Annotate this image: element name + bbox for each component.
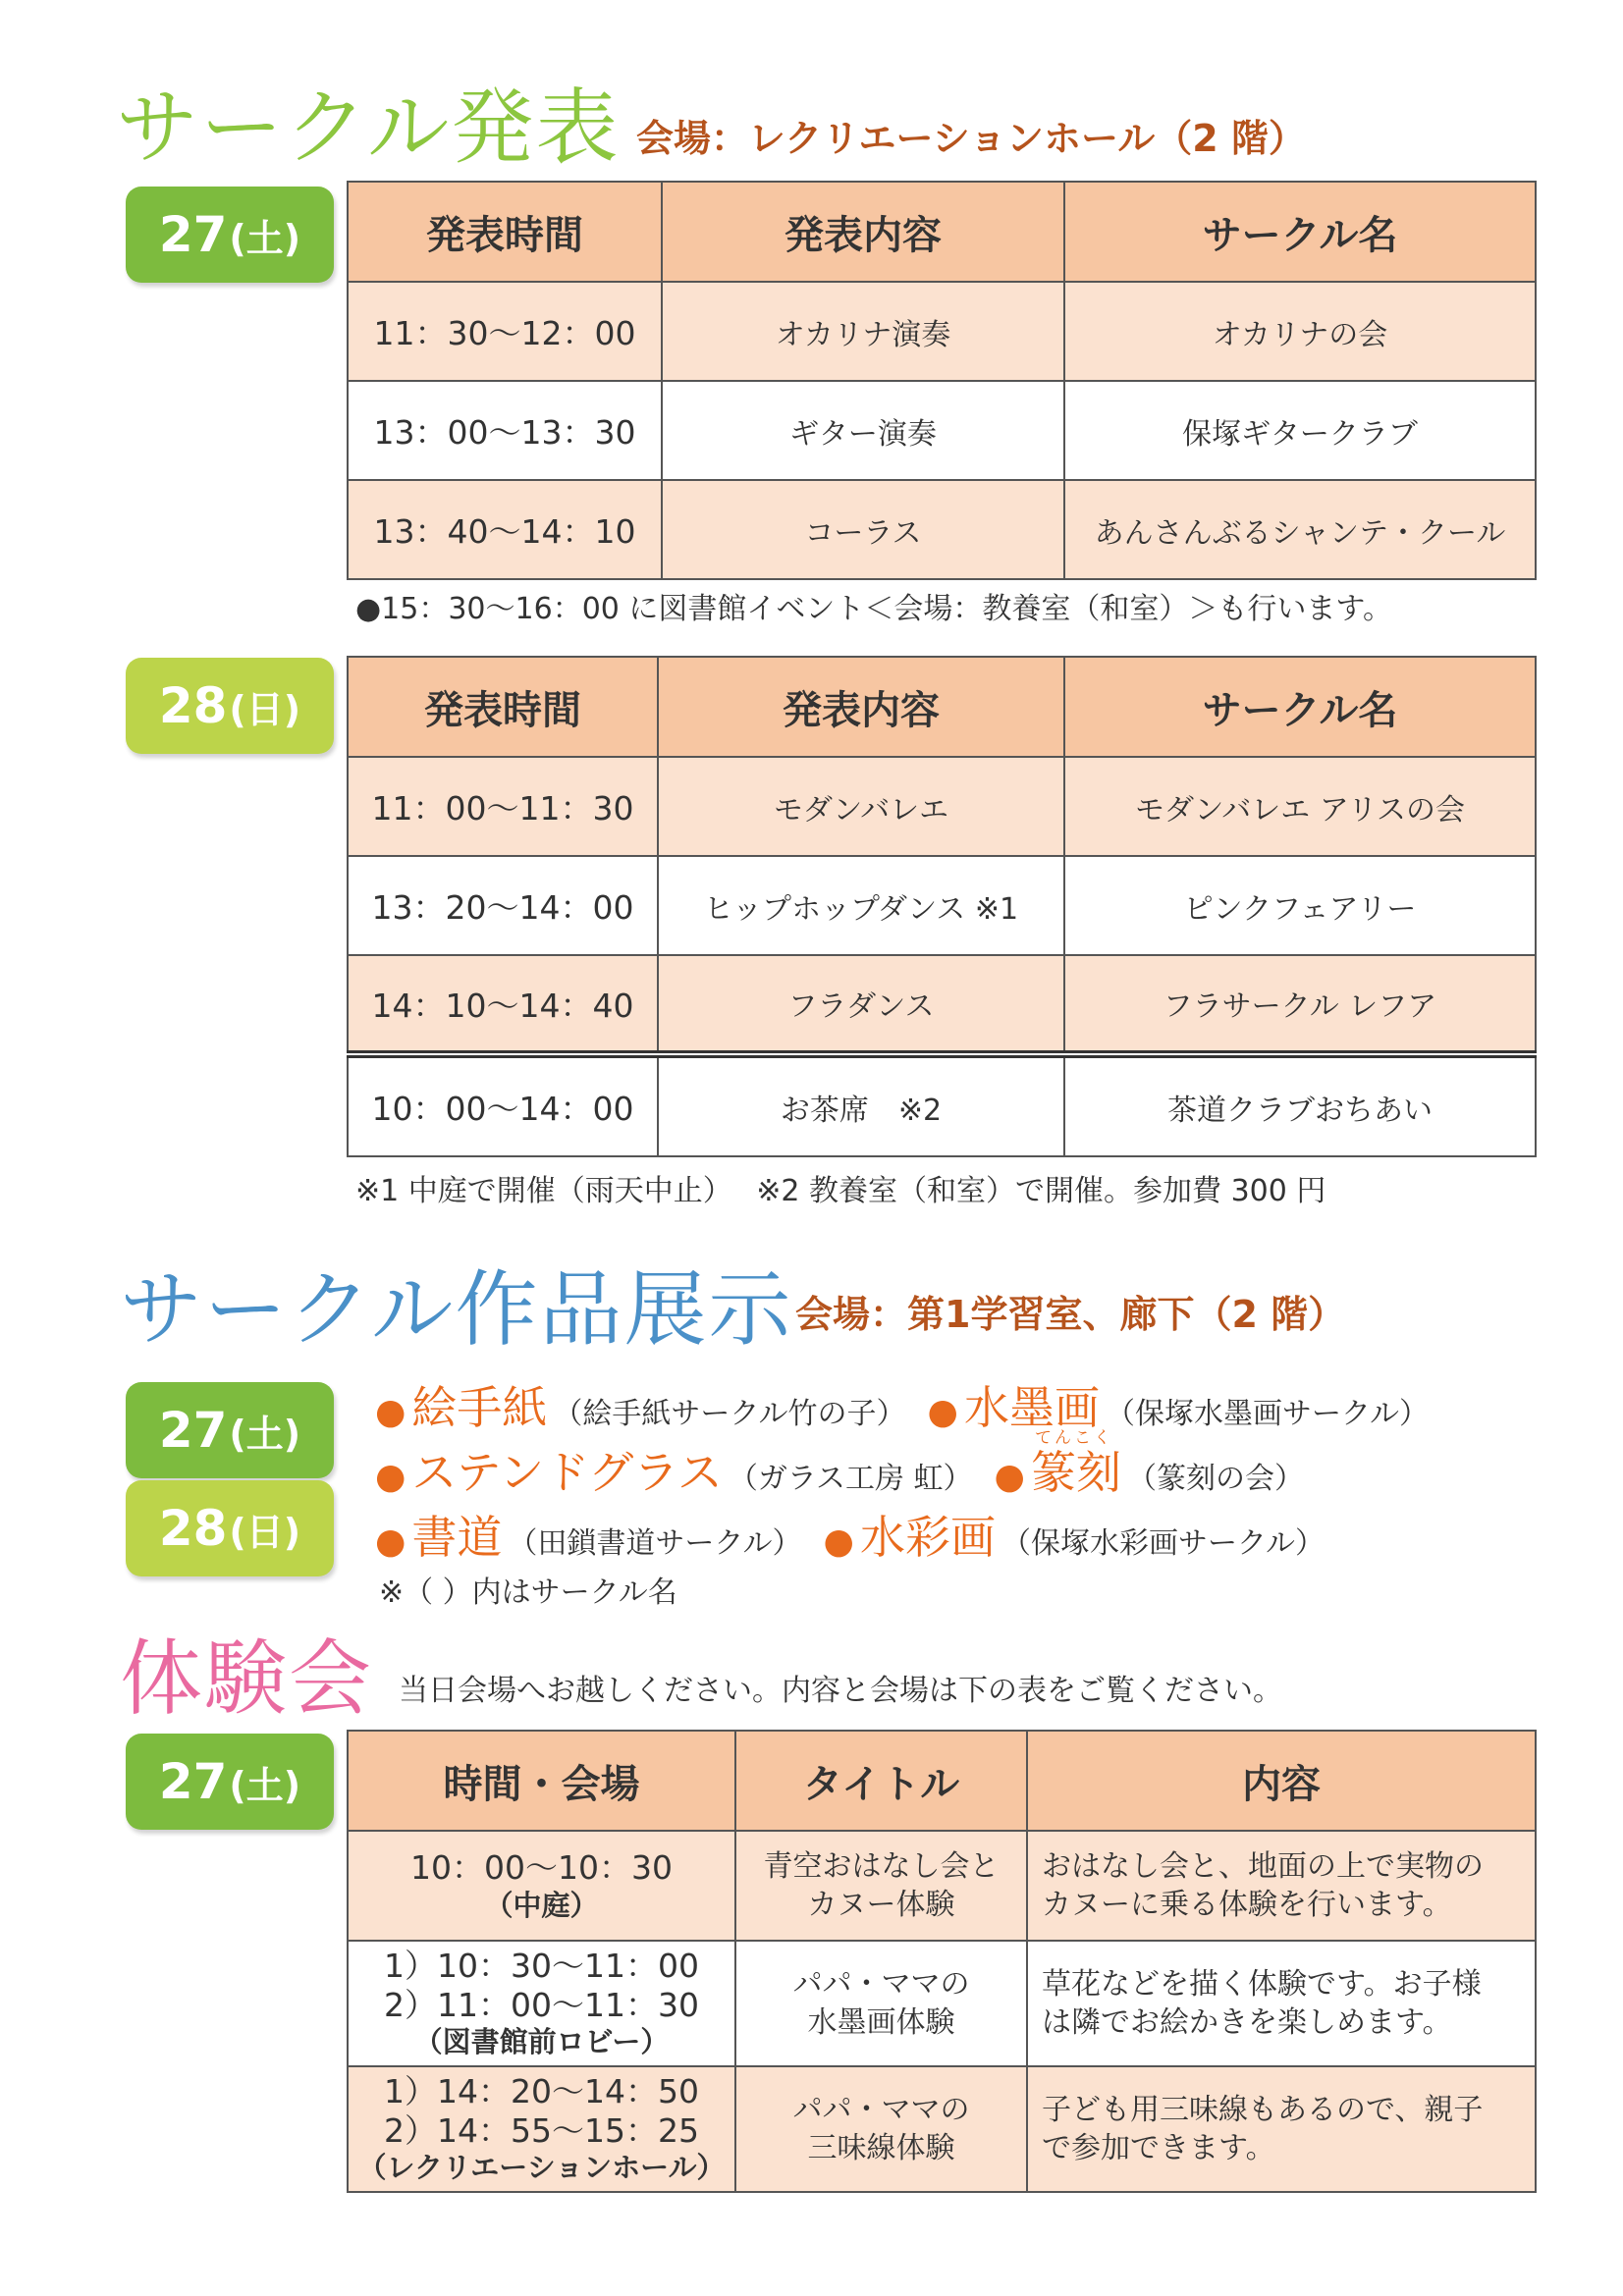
experience-title: 体験会 <box>120 1630 374 1727</box>
row-circle: 保塚ギタークラブ <box>1064 381 1536 480</box>
row-time: 13：00〜13：30 <box>348 381 662 480</box>
table-row <box>348 1054 1536 1156</box>
table-row <box>348 955 1536 1054</box>
bullet-icon: ● <box>375 1457 406 1497</box>
exhibit-circle: （保塚水彩画サークル） <box>1001 1526 1325 1561</box>
day-badge-num: 28 <box>158 677 228 734</box>
row-time-place <box>348 1831 735 1941</box>
bullet-icon: ● <box>994 1457 1025 1497</box>
table-row <box>348 2066 1536 2192</box>
table-row <box>348 757 1536 856</box>
exhibit-circle: （絵手紙サークル竹の子） <box>553 1397 906 1431</box>
row-title-line: 三味線体験 <box>807 2131 955 2165</box>
presentation-note-27: ●15：30〜16：00 に図書館イベント＜会場：教養室（和室）＞も行います。 <box>355 592 1393 626</box>
exhibit-line-2 <box>375 1437 1304 1502</box>
header-circle: サークル名 <box>1064 657 1536 757</box>
table-row <box>348 282 1536 381</box>
presentation-table-27 <box>347 181 1537 580</box>
presentation-title: サークル発表 <box>116 80 621 176</box>
row-title-line: パパ・ママの <box>792 1967 970 2002</box>
row-circle: オカリナの会 <box>1064 282 1536 381</box>
experience-table <box>347 1730 1537 2193</box>
row-title-line: パパ・ママの <box>792 2093 970 2127</box>
table-row <box>348 856 1536 955</box>
row-title-line: 水墨画体験 <box>807 2005 955 2040</box>
row-description <box>1027 1941 1536 2066</box>
day-badge-28 <box>126 1480 334 1576</box>
bullet-icon: ● <box>375 1392 406 1432</box>
exhibit-name: 水彩画 <box>859 1511 996 1564</box>
table-row <box>348 1941 1536 2066</box>
row-title <box>735 1831 1027 1941</box>
row-time: 11：00〜11：30 <box>348 757 658 856</box>
experience-intro: 当日会場へお越しください。内容と会場は下の表をご覧ください。 <box>399 1674 1282 1708</box>
row-desc-line: は隣でお絵かきを楽しめます。 <box>1042 2005 1452 2040</box>
header-time: 発表時間 <box>348 657 658 757</box>
row-place: （図書館前ロビー） <box>413 2025 670 2059</box>
row-place: （中庭） <box>484 1888 599 1922</box>
exhibit-name: ステンドグラス <box>411 1446 723 1499</box>
header-content: 発表内容 <box>658 657 1064 757</box>
row-title <box>735 2066 1027 2192</box>
row-time: 10：00〜14：00 <box>348 1054 658 1156</box>
exhibition-note: ※（ ）内はサークル名 <box>379 1575 677 1610</box>
row-circle: モダンバレエ アリスの会 <box>1064 757 1536 856</box>
exhibit-name: 絵手紙 <box>411 1381 548 1434</box>
header-circle: サークル名 <box>1064 182 1536 282</box>
row-content: コーラス <box>662 480 1064 579</box>
row-description <box>1027 1831 1536 1941</box>
day-badge-dow: (土) <box>229 216 301 260</box>
row-time: 14：10〜14：40 <box>348 955 658 1054</box>
row-title-line: 青空おはなし会と <box>763 1849 1000 1884</box>
exhibit-line-3 <box>375 1502 1325 1567</box>
row-time: 1）10：30〜11：00 <box>384 1947 699 1986</box>
bullet-icon: ● <box>823 1522 854 1562</box>
day-badge-dow: (土) <box>229 1763 301 1807</box>
day-badge-dow: (日) <box>229 687 301 731</box>
exhibit-name: 篆刻 <box>1030 1446 1121 1499</box>
row-time: 13：40〜14：10 <box>348 480 662 579</box>
row-circle: フラサークル レフア <box>1064 955 1536 1054</box>
table-row <box>348 381 1536 480</box>
presentation-venue: 会場：レクリエーションホール（2 階） <box>636 117 1306 160</box>
bullet-icon: ● <box>927 1392 958 1432</box>
exhibit-circle: （田鎖書道サークル） <box>508 1526 802 1561</box>
day-badge-num: 27 <box>158 1402 228 1459</box>
exhibit-name: 書道 <box>411 1511 503 1564</box>
header-description: 内容 <box>1027 1731 1536 1831</box>
row-desc-line: カヌーに乗る体験を行います。 <box>1042 1888 1452 1922</box>
row-place: （レクリエーションホール） <box>357 2151 726 2185</box>
exhibit-line-1 <box>375 1372 1429 1437</box>
exhibit-circle: （ガラス工房 虹） <box>728 1462 973 1496</box>
row-circle: 茶道クラブおちあい <box>1064 1054 1536 1156</box>
header-time-place: 時間・会場 <box>348 1731 735 1831</box>
row-desc-line: 草花などを描く体験です。お子様 <box>1042 1967 1482 2002</box>
day-badge-28 <box>126 658 334 754</box>
row-time: 2）11：00〜11：30 <box>384 1985 699 2024</box>
row-time: 2）14：55〜15：25 <box>384 2110 699 2150</box>
day-badge-dow: (土) <box>229 1412 301 1456</box>
row-circle: あんさんぶるシャンテ・クール <box>1064 480 1536 579</box>
exhibit-circle: （保塚水墨画サークル） <box>1105 1397 1430 1431</box>
row-time: 1）14：20〜14：50 <box>384 2072 699 2111</box>
bullet-icon: ● <box>375 1522 406 1562</box>
header-time: 発表時間 <box>348 182 662 282</box>
table-row <box>348 1831 1536 1941</box>
exhibition-title: サークル作品展示 <box>120 1261 793 1358</box>
day-badge-27 <box>126 1734 334 1830</box>
row-content: ギター演奏 <box>662 381 1064 480</box>
exhibit-name: 水墨画 <box>963 1381 1100 1434</box>
row-title <box>735 1941 1027 2066</box>
row-content: ヒップホップダンス ※1 <box>658 856 1064 955</box>
row-time: 13：20〜14：00 <box>348 856 658 955</box>
presentation-table-28 <box>347 656 1537 1157</box>
table-row <box>348 480 1536 579</box>
day-badge-27 <box>126 187 334 283</box>
row-desc-line: 子ども用三味線もあるので、親子 <box>1042 2093 1484 2127</box>
day-badge-num: 27 <box>158 206 228 263</box>
day-badge-27 <box>126 1382 334 1478</box>
row-time: 10：00〜10：30 <box>410 1848 673 1888</box>
header-content: 発表内容 <box>662 182 1064 282</box>
ruby-tenkoku: てんこく <box>1035 1428 1113 1448</box>
day-badge-num: 27 <box>158 1753 228 1810</box>
row-description <box>1027 2066 1536 2192</box>
row-content: お茶席 ※2 <box>658 1054 1064 1156</box>
row-circle: ピンクフェアリー <box>1064 856 1536 955</box>
row-time: 11：30〜12：00 <box>348 282 662 381</box>
exhibition-venue: 会場：第1学習室、廊下（2 階） <box>795 1293 1346 1336</box>
header-title: タイトル <box>735 1731 1027 1831</box>
row-desc-line: おはなし会と、地面の上で実物の <box>1042 1849 1484 1884</box>
row-time-place <box>348 1941 735 2066</box>
presentation-note-28: ※1 中庭で開催（雨天中止） ※2 教養室（和室）で開催。参加費 300 円 <box>355 1174 1326 1208</box>
row-title-line: カヌー体験 <box>807 1888 955 1922</box>
day-badge-dow: (日) <box>229 1510 301 1554</box>
exhibit-circle: （篆刻の会） <box>1126 1462 1304 1496</box>
day-badge-num: 28 <box>158 1500 228 1557</box>
row-content: フラダンス <box>658 955 1064 1054</box>
row-time-place <box>348 2066 735 2192</box>
row-content: オカリナ演奏 <box>662 282 1064 381</box>
row-desc-line: で参加できます。 <box>1042 2131 1275 2165</box>
row-content: モダンバレエ <box>658 757 1064 856</box>
